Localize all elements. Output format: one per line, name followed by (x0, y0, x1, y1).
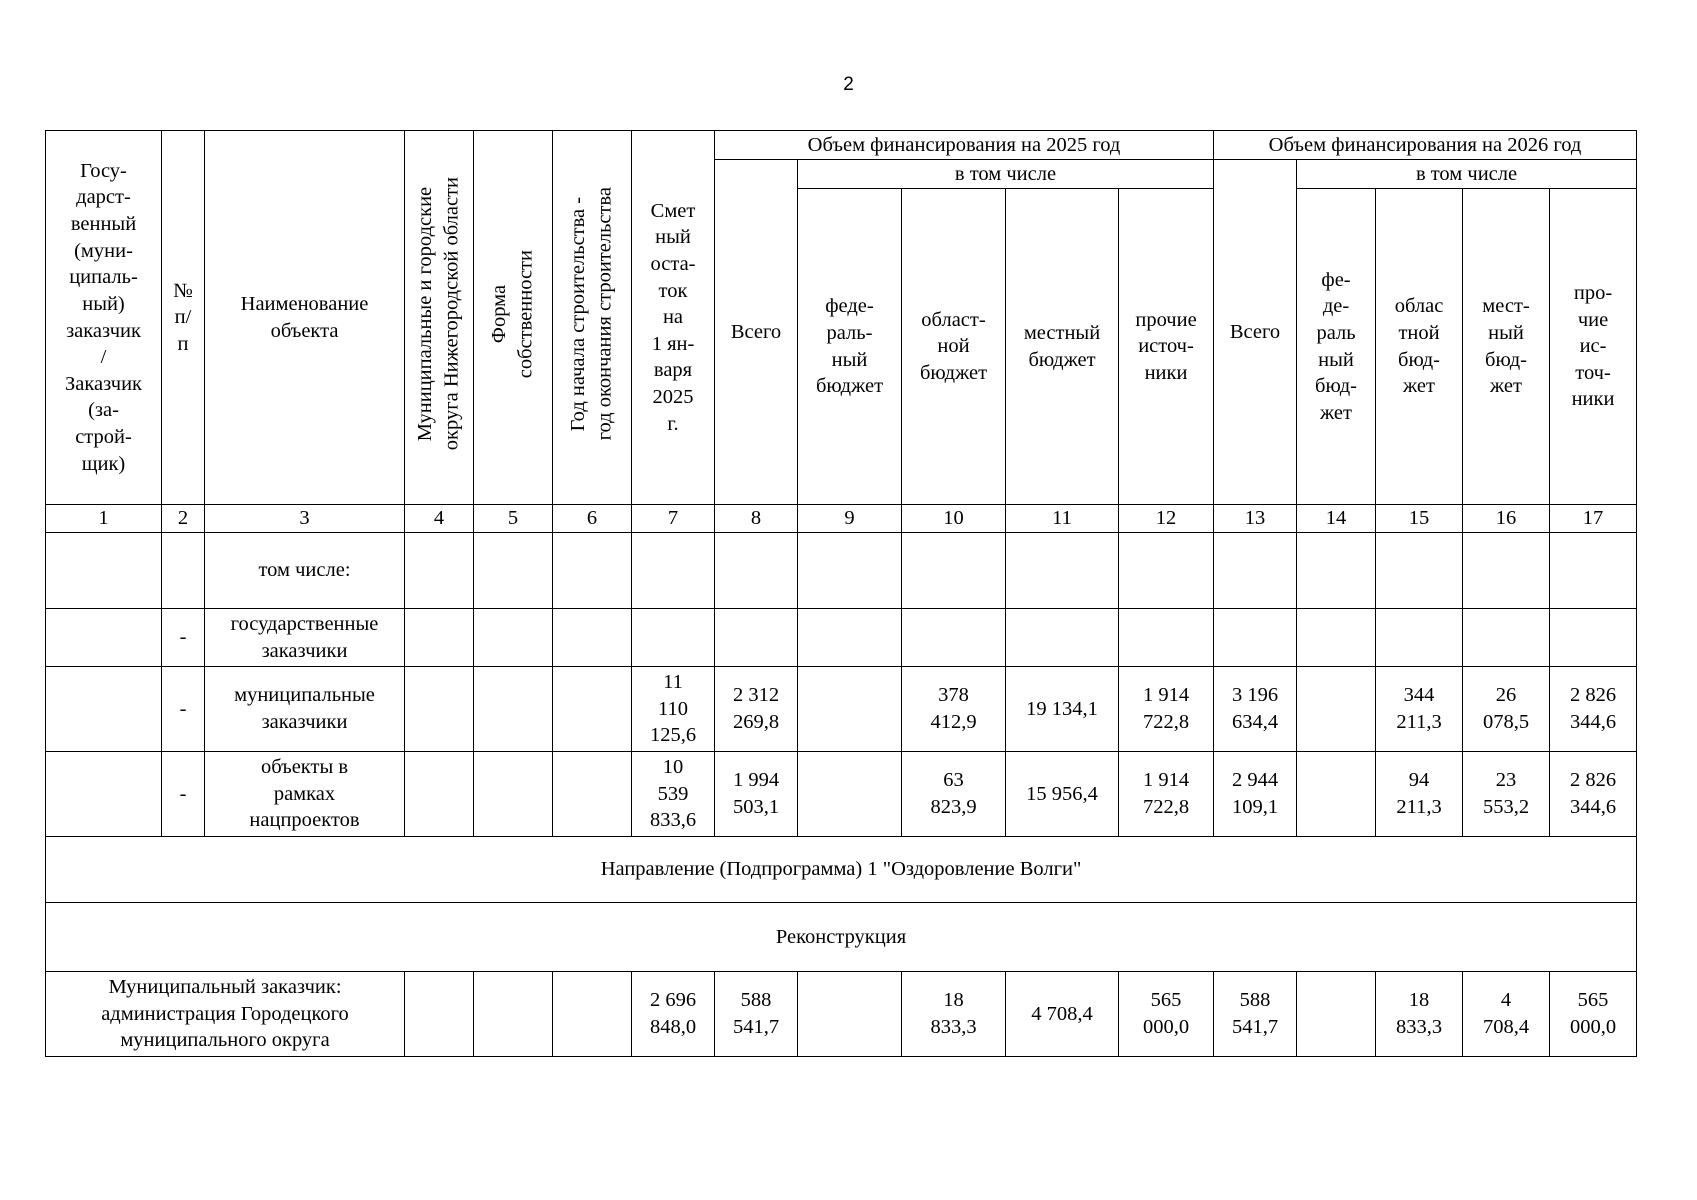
cell-c16: 4 708,4 (1463, 972, 1550, 1057)
cell-c7: 10 539 833,6 (632, 752, 715, 837)
cell-c13: 2 944 109,1 (1214, 752, 1297, 837)
header-including-2025: в том числе (798, 160, 1214, 189)
header-estimate-balance: Смет ный оста- ток на 1 ян- варя 2025 г. (632, 131, 715, 505)
row-name: том числе: (205, 533, 405, 609)
header-construction-years: Год начала строительства - год окончания строительства (553, 131, 632, 505)
table-row (46, 609, 1637, 667)
cell-c10 (902, 609, 1006, 667)
cell-c11: 19 134,1 (1006, 667, 1119, 752)
col-num: 5 (474, 505, 553, 533)
header-financing-2026: Объем финансирования на 2026 год (1214, 131, 1637, 160)
header-federal-2026: фе- де- раль ный бюд- жет (1297, 189, 1376, 505)
row-dash: - (162, 752, 205, 837)
cell-c17 (1550, 533, 1637, 609)
section-row-reconstruction (46, 903, 1637, 972)
cell-c8 (715, 533, 798, 609)
cell-c8 (715, 609, 798, 667)
table-row (46, 752, 1637, 837)
section-row-direction (46, 837, 1637, 903)
cell-c12 (1119, 609, 1214, 667)
col-num: 7 (632, 505, 715, 533)
cell-c10: 63 823,9 (902, 752, 1006, 837)
cell-c8: 1 994 503,1 (715, 752, 798, 837)
header-other-2025: прочие источ- ники (1119, 189, 1214, 505)
header-financing-2025: Объем финансирования на 2025 год (715, 131, 1214, 160)
cell-c17 (1550, 609, 1637, 667)
header-customer: Госу- дарст- венный (муни- ципаль- ный) заказчик / Заказчик (за- строй- щик) (46, 131, 162, 505)
cell-c13 (1214, 609, 1297, 667)
cell-c17: 2 826 344,6 (1550, 752, 1637, 837)
section-reconstruction-title: Реконструкция (46, 903, 1637, 972)
header-row-1 (46, 131, 1637, 160)
cell-c15: 344 211,3 (1376, 667, 1463, 752)
table-row (46, 667, 1637, 752)
col-num: 11 (1006, 505, 1119, 533)
header-districts: Муниципальные и городские округа Нижегородской области (405, 131, 474, 505)
cell-c10: 378 412,9 (902, 667, 1006, 752)
cell-c15: 18 833,3 (1376, 972, 1463, 1057)
cell-c15 (1376, 609, 1463, 667)
cell-c17: 565 000,0 (1550, 972, 1637, 1057)
cell-c16: 23 553,2 (1463, 752, 1550, 837)
customer-row (46, 972, 1637, 1057)
header-local-2026: мест- ный бюд- жет (1463, 189, 1550, 505)
header-federal-2025: феде- раль- ный бюджет (798, 189, 902, 505)
cell-c15 (1376, 533, 1463, 609)
header-local-2025: местный бюджет (1006, 189, 1119, 505)
cell-c13 (1214, 533, 1297, 609)
cell-c7 (632, 609, 715, 667)
col-num: 12 (1119, 505, 1214, 533)
col-num: 6 (553, 505, 632, 533)
cell-c11: 4 708,4 (1006, 972, 1119, 1057)
header-total-2025: Всего (715, 160, 798, 505)
cell-c12 (1119, 533, 1214, 609)
row-name: объекты в рамках нацпроектов (205, 752, 405, 837)
column-numbers-row (46, 505, 1637, 533)
cell-c16 (1463, 533, 1550, 609)
section-direction-title: Направление (Подпрограмма) 1 "Оздоровление Волги" (46, 837, 1637, 903)
cell-c7: 11 110 125,6 (632, 667, 715, 752)
cell-c11 (1006, 533, 1119, 609)
cell-c8: 2 312 269,8 (715, 667, 798, 752)
col-num: 14 (1297, 505, 1376, 533)
col-num: 16 (1463, 505, 1550, 533)
customer-name: Муниципальный заказчик: администрация Городецкого муниципального округа (46, 972, 405, 1057)
col-num: 2 (162, 505, 205, 533)
cell-c17: 2 826 344,6 (1550, 667, 1637, 752)
header-other-2026: про- чие ис- точ- ники (1550, 189, 1637, 505)
table-row (46, 533, 1637, 609)
cell-c15: 94 211,3 (1376, 752, 1463, 837)
header-object-name: Наименование объекта (205, 131, 405, 505)
col-num: 3 (205, 505, 405, 533)
cell-c16: 26 078,5 (1463, 667, 1550, 752)
col-num: 8 (715, 505, 798, 533)
header-regional-2025: област- ной бюджет (902, 189, 1006, 505)
header-number: № п/ п (162, 131, 205, 505)
cell-c16 (1463, 609, 1550, 667)
cell-c12: 1 914 722,8 (1119, 752, 1214, 837)
header-ownership: Форма собственности (474, 131, 553, 505)
cell-c7 (632, 533, 715, 609)
page-number: 2 (843, 74, 854, 95)
row-name: муниципальные заказчики (205, 667, 405, 752)
col-num: 10 (902, 505, 1006, 533)
row-dash (162, 533, 205, 609)
col-num: 15 (1376, 505, 1463, 533)
row-name: государственные заказчики (205, 609, 405, 667)
cell-c12: 1 914 722,8 (1119, 667, 1214, 752)
cell-c13: 588 541,7 (1214, 972, 1297, 1057)
col-num: 1 (46, 505, 162, 533)
cell-c12: 565 000,0 (1119, 972, 1214, 1057)
row-dash: - (162, 667, 205, 752)
col-num: 13 (1214, 505, 1297, 533)
header-total-2026: Всего (1214, 160, 1297, 505)
cell-c11 (1006, 609, 1119, 667)
row-dash: - (162, 609, 205, 667)
cell-c10: 18 833,3 (902, 972, 1006, 1057)
header-including-2026: в том числе (1297, 160, 1637, 189)
col-num: 17 (1550, 505, 1637, 533)
header-regional-2026: облас тной бюд- жет (1376, 189, 1463, 505)
financing-table (45, 130, 1637, 1057)
col-num: 9 (798, 505, 902, 533)
cell-c11: 15 956,4 (1006, 752, 1119, 837)
cell-c7: 2 696 848,0 (632, 972, 715, 1057)
cell-c10 (902, 533, 1006, 609)
cell-c8: 588 541,7 (715, 972, 798, 1057)
cell-c13: 3 196 634,4 (1214, 667, 1297, 752)
col-num: 4 (405, 505, 474, 533)
